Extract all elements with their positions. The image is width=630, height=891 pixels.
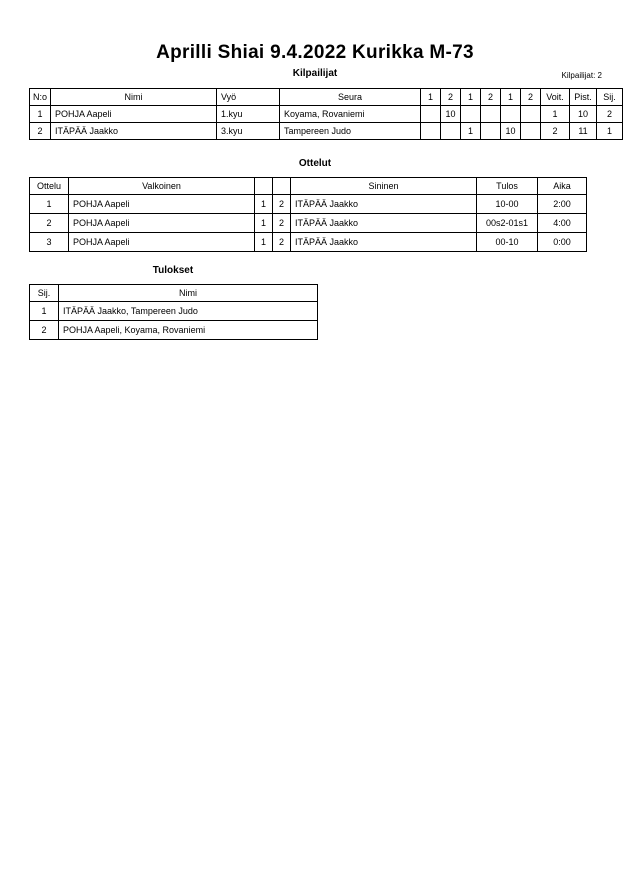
- cell-wins: 2: [541, 123, 570, 140]
- cell-match-2: [441, 123, 461, 140]
- cell-rank: 1: [30, 302, 59, 321]
- cell-match-1: [421, 106, 441, 123]
- cell-name: POHJA Aapeli: [51, 106, 217, 123]
- table-row: [30, 123, 623, 140]
- header-club: Seura: [280, 89, 421, 106]
- table-row: [30, 233, 587, 252]
- header-match-3: 1: [461, 89, 481, 106]
- header-match-1: 1: [421, 89, 441, 106]
- cell-result: 00s2-01s1: [477, 214, 538, 233]
- header-time: Aika: [538, 178, 587, 195]
- cell-white-number: 1: [255, 195, 273, 214]
- header-result: Tulos: [477, 178, 538, 195]
- page-title: Aprilli Shiai 9.4.2022 Kurikka M-73: [156, 42, 474, 63]
- cell-blue: ITÄPÄÄ Jaakko: [291, 195, 477, 214]
- cell-white-number: 1: [255, 233, 273, 252]
- cell-blue-number: 2: [273, 233, 291, 252]
- cell-time: 0:00: [538, 233, 587, 252]
- cell-match-4: [481, 106, 501, 123]
- cell-match-2: 10: [441, 106, 461, 123]
- cell-belt: 1.kyu: [217, 106, 280, 123]
- cell-white: POHJA Aapeli: [69, 195, 255, 214]
- header-match-number: Ottelu: [30, 178, 69, 195]
- header-rank: Sij.: [597, 89, 623, 106]
- cell-match-5: [501, 106, 521, 123]
- cell-blue: ITÄPÄÄ Jaakko: [291, 214, 477, 233]
- cell-club: Tampereen Judo: [280, 123, 421, 140]
- header-match-6: 2: [521, 89, 541, 106]
- header-points: Pist.: [570, 89, 597, 106]
- results-section-title: Tulokset: [152, 265, 194, 276]
- cell-name: ITÄPÄÄ Jaakko: [51, 123, 217, 140]
- cell-match-6: [521, 123, 541, 140]
- cell-match-number: 1: [30, 195, 69, 214]
- header-match-2: 2: [441, 89, 461, 106]
- cell-belt: 3.kyu: [217, 123, 280, 140]
- header-blue-number: [273, 178, 291, 195]
- results-table: [29, 284, 318, 340]
- cell-rank: 2: [30, 321, 59, 340]
- cell-match-number: 3: [30, 233, 69, 252]
- table-header-row: [30, 285, 318, 302]
- cell-name: ITÄPÄÄ Jaakko, Tampereen Judo: [59, 302, 318, 321]
- cell-match-3: 1: [461, 123, 481, 140]
- cell-match-6: [521, 106, 541, 123]
- cell-white: POHJA Aapeli: [69, 233, 255, 252]
- cell-blue-number: 2: [273, 214, 291, 233]
- cell-points: 10: [570, 106, 597, 123]
- header-white-number: [255, 178, 273, 195]
- table-row: [30, 302, 318, 321]
- cell-match-5: 10: [501, 123, 521, 140]
- cell-match-number: 2: [30, 214, 69, 233]
- header-wins: Voit.: [541, 89, 570, 106]
- cell-white: POHJA Aapeli: [69, 214, 255, 233]
- header-blue: Sininen: [291, 178, 477, 195]
- table-header-row: [30, 89, 623, 106]
- cell-name: POHJA Aapeli, Koyama, Rovaniemi: [59, 321, 318, 340]
- cell-match-3: [461, 106, 481, 123]
- header-belt: Vyö: [217, 89, 280, 106]
- cell-time: 4:00: [538, 214, 587, 233]
- header-name: Nimi: [59, 285, 318, 302]
- header-match-5: 1: [501, 89, 521, 106]
- cell-result: 10-00: [477, 195, 538, 214]
- header-white: Valkoinen: [69, 178, 255, 195]
- competitors-section-title: Kilpailijat: [292, 68, 338, 79]
- cell-wins: 1: [541, 106, 570, 123]
- cell-match-1: [421, 123, 441, 140]
- cell-match-4: [481, 123, 501, 140]
- table-row: [30, 195, 587, 214]
- cell-blue: ITÄPÄÄ Jaakko: [291, 233, 477, 252]
- cell-rank: 1: [597, 123, 623, 140]
- cell-result: 00-10: [477, 233, 538, 252]
- cell-no: 1: [30, 106, 51, 123]
- matches-table: [29, 177, 587, 252]
- table-row: [30, 106, 623, 123]
- competitor-count-label: Kilpailijat: 2: [561, 71, 602, 80]
- header-match-4: 2: [481, 89, 501, 106]
- table-row: [30, 214, 587, 233]
- header-no: N:o: [30, 89, 51, 106]
- cell-white-number: 1: [255, 214, 273, 233]
- cell-club: Koyama, Rovaniemi: [280, 106, 421, 123]
- competitors-table: [29, 88, 623, 140]
- cell-points: 11: [570, 123, 597, 140]
- cell-no: 2: [30, 123, 51, 140]
- header-rank: Sij.: [30, 285, 59, 302]
- table-row: [30, 321, 318, 340]
- cell-time: 2:00: [538, 195, 587, 214]
- table-header-row: [30, 178, 587, 195]
- matches-section-title: Ottelut: [298, 158, 332, 169]
- header-name: Nimi: [51, 89, 217, 106]
- cell-rank: 2: [597, 106, 623, 123]
- cell-blue-number: 2: [273, 195, 291, 214]
